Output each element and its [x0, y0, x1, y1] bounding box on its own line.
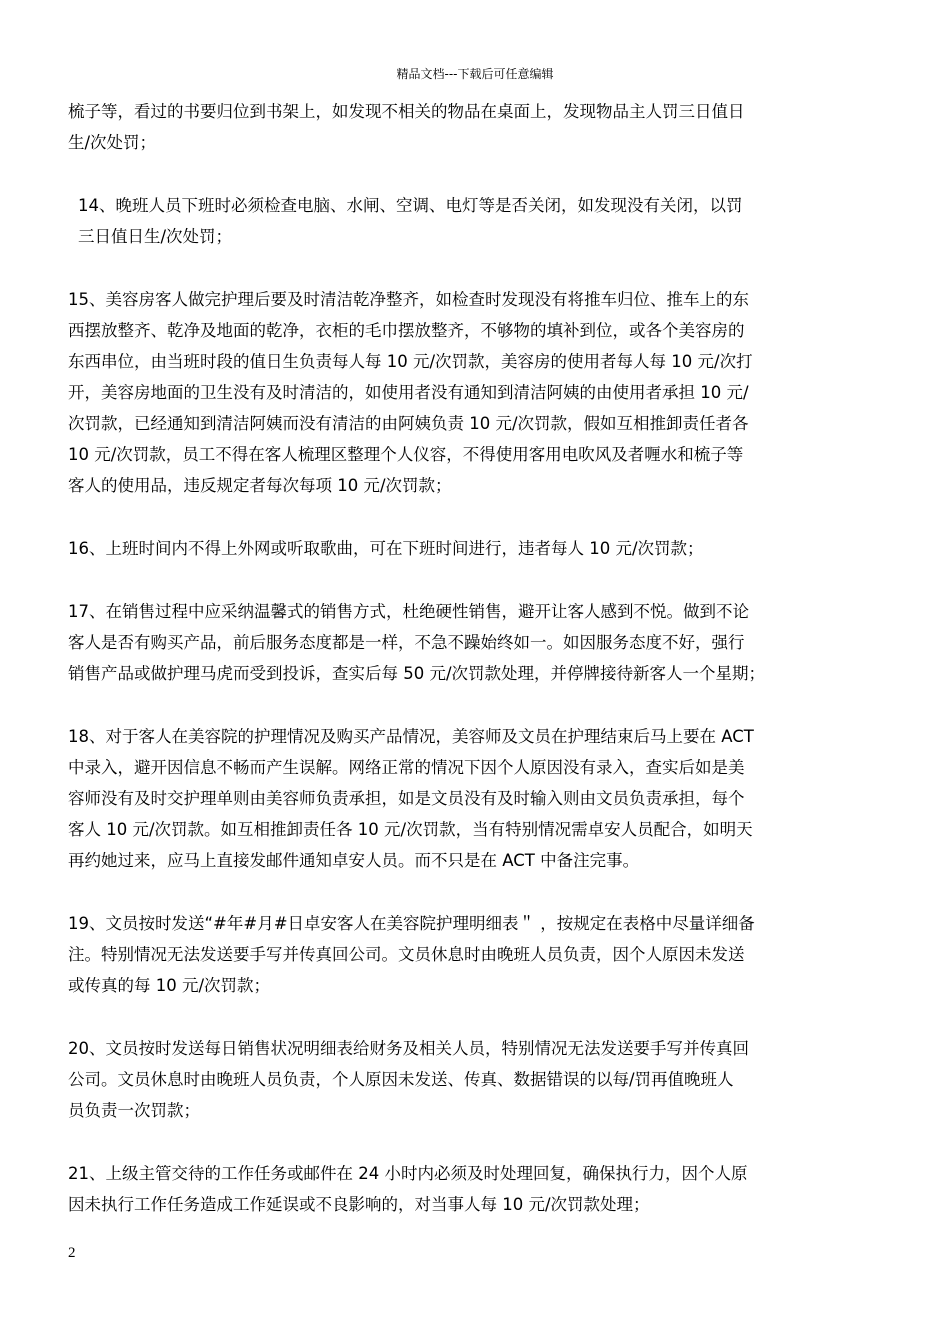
text-line: 员负责一次罚款； [68, 1101, 200, 1120]
text-line: 19、文员按时发送“#年#月#日卓安客人在美容院护理明细表＂ ，按规定在表格中尽量详细备 [68, 914, 755, 933]
text-line: 注。特别情况无法发送要手写并传真回公司。文员休息时由晚班人员负责，因个人原因未发送 [68, 945, 745, 964]
text-line: 东西串位，由当班时段的值日生负责每人每 10 元/次罚款，美容房的使用者每人每 10 元/次打 [68, 352, 753, 371]
text-line: 14、晚班人员下班时必须检查电脑、水闸、空调、电灯等是否关闭，如发现没有关闭，以罚 [78, 196, 743, 215]
text-line: 20、文员按时发送每日销售状况明细表给财务及相关人员，特别情况无法发送要手写并传真回 [68, 1039, 749, 1058]
text-line: 中录入，避开因信息不畅而产生误解。网络正常的情况下因个人原因没有录入，查实后如是美 [68, 758, 745, 777]
text-line: 16、上班时间内不得上外网或听取歌曲，可在下班时间进行，违者每人 10 元/次罚款； [68, 539, 704, 558]
text-line: 18、对于客人在美容院的护理情况及购买产品情况，美容师及文员在护理结束后马上要在 ACT [68, 727, 754, 746]
text-line: 客人 10 元/次罚款。如互相推卸责任各 10 元/次罚款，当有特别情况需卓安人员配合，如明天 [68, 820, 753, 839]
text-line: 15、美容房客人做完护理后要及时清洁乾净整齐，如检查时发现没有将推车归位、推车上的东 [68, 290, 749, 309]
paragraph-rule-20 [68, 1033, 868, 1126]
paragraph-rule-16 [68, 533, 868, 564]
text-line: 容师没有及时交护理单则由美容师负责承担，如是文员没有及时输入则由文员负责承担，每个 [68, 789, 745, 808]
text-line: 10 元/次罚款，员工不得在客人梳理区整理个人仪容，不得使用客用电吹风及者喱水和梳子等 [68, 445, 744, 464]
text-line: 客人的使用品，违反规定者每次每项 10 元/次罚款； [68, 476, 452, 495]
text-line: 次罚款，已经通知到清洁阿姨而没有清洁的由阿姨负责 10 元/次罚款，假如互相推卸责任者各 [68, 414, 749, 433]
text-line: 梳子等，看过的书要归位到书架上，如发现不相关的物品在桌面上，发现物品主人罚三日值日 [68, 102, 745, 121]
text-line: 再约她过来，应马上直接发邮件通知卓安人员。而不只是在 ACT 中备注完事。 [68, 851, 640, 870]
paragraph-rule-15 [68, 284, 868, 501]
document-body [68, 96, 868, 1252]
paragraph-rule-18 [68, 721, 868, 876]
text-line: 或传真的每 10 元/次罚款； [68, 976, 271, 995]
paragraph-continuation [68, 96, 868, 158]
text-line: 客人是否有购买产品，前后服务态度都是一样，不急不躁始终如一。如因服务态度不好，强行 [68, 633, 745, 652]
text-line: 开，美容房地面的卫生没有及时清洁的，如使用者没有通知到清洁阿姨的由使用者承担 10 元/ [68, 383, 749, 402]
text-line: 三日值日生/次处罚； [78, 227, 233, 246]
text-line: 销售产品或做护理马虎而受到投诉，查实后每 50 元/次罚款处理，并停牌接待新客人一个星期； [68, 664, 766, 683]
paragraph-rule-17 [68, 596, 868, 689]
text-line: 21、上级主管交待的工作任务或邮件在 24 小时内必须及时处理回复，确保执行力，因个人原 [68, 1164, 748, 1183]
text-line: 生/次处罚； [68, 133, 157, 152]
paragraph-rule-19 [68, 908, 868, 1001]
text-line: 公司。文员休息时由晚班人员负责，个人原因未发送、传真、数据错误的以每/罚再值晚班人 [68, 1070, 734, 1089]
paragraph-rule-14 [68, 190, 868, 252]
paragraph-rule-21 [68, 1158, 868, 1220]
text-line: 17、在销售过程中应采纳温馨式的销售方式，杜绝硬性销售，避开让客人感到不悦。做到不论 [68, 602, 749, 621]
text-line: 因未执行工作任务造成工作延误或不良影响的，对当事人每 10 元/次罚款处理； [68, 1195, 650, 1214]
page-number: 2 [68, 1245, 76, 1261]
text-line: 西摆放整齐、乾净及地面的乾净，衣柜的毛巾摆放整齐，不够物的填补到位，或各个美容房的 [68, 321, 745, 340]
page-header: 精品文档---下载后可任意编辑 [396, 67, 554, 81]
